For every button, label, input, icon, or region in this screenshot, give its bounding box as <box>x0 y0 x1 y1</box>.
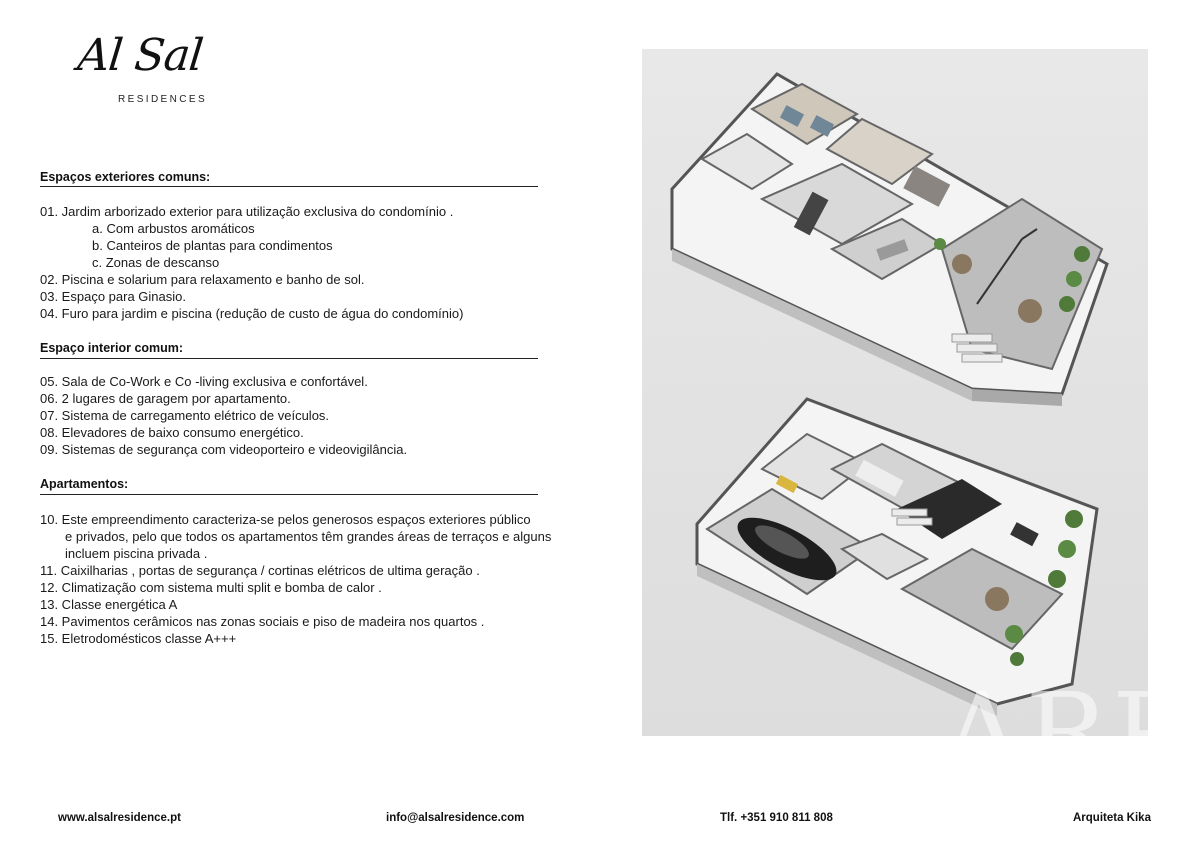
list-item: 06. 2 lugares de garagem por apartamento. <box>40 391 291 406</box>
list-item: 02. Piscina e solarium para relaxamento e banho de sol. <box>40 272 365 287</box>
footer-phone: Tlf. +351 910 811 808 <box>720 812 833 824</box>
section-divider <box>40 358 538 359</box>
list-subitem: a. Com arbustos aromáticos <box>92 221 255 236</box>
section-title-interior: Espaço interior comum: <box>40 341 184 355</box>
list-item: 04. Furo para jardim e piscina (redução de custo de água do condomínio) <box>40 306 464 321</box>
logo-subtitle: RESIDENCES <box>118 94 208 105</box>
list-item: 14. Pavimentos cerâmicos nas zonas sociais e piso de madeira nos quartos . <box>40 614 485 629</box>
list-subitem: c. Zonas de descanso <box>92 255 220 270</box>
list-item: 15. Eletrodomésticos classe A+++ <box>40 631 237 646</box>
list-item: 03. Espaço para Ginasio. <box>40 289 186 304</box>
list-item: 10. Este empreendimento caracteriza-se pelos generosos espaços exteriores público <box>40 512 531 527</box>
section-title-apartments: Apartamentos: <box>40 477 129 491</box>
list-item: 01. Jardim arborizado exterior para utilização exclusiva do condomínio . <box>40 204 454 219</box>
floor-plan-render <box>642 49 1191 797</box>
upper-floor-plan <box>672 74 1107 406</box>
logo-script: Al Sal <box>75 30 205 81</box>
list-item-continued: incluem piscina privada . <box>65 546 208 561</box>
list-item: 07. Sistema de carregamento elétrico de veículos. <box>40 408 330 423</box>
list-item-continued: e privados, pelo que todos os apartamentos têm grandes áreas de terraços e alguns <box>65 529 552 544</box>
footer-architect: Arquiteta Kika <box>1073 812 1151 824</box>
interior-list <box>40 373 407 458</box>
section-title-exterior: Espaços exteriores comuns: <box>40 170 211 184</box>
list-item: 11. Caixilharias , portas de segurança / cortinas elétricos de ultima geração . <box>40 563 480 578</box>
watermark: ARP <box>942 669 1191 797</box>
section-divider <box>40 186 538 187</box>
list-item: 05. Sala de Co-Work e Co -living exclusiva e confortável. <box>40 374 368 389</box>
floor-plan-illustration <box>642 49 1148 736</box>
list-item: 12. Climatização com sistema multi split e bomba de calor . <box>40 580 382 595</box>
list-subitem: b. Canteiros de plantas para condimentos <box>92 238 333 253</box>
section-divider <box>40 494 538 495</box>
brand-logo <box>75 30 208 110</box>
exterior-list <box>40 203 463 322</box>
list-item: 09. Sistemas de segurança com videoporteiro e videovigilância. <box>40 442 408 457</box>
list-item: 13. Classe energética A <box>40 597 178 612</box>
footer-website-link[interactable]: www.alsalresidence.pt <box>58 812 181 824</box>
footer-email-link[interactable]: info@alsalresidence.com <box>386 812 525 824</box>
list-item: 08. Elevadores de baixo consumo energético. <box>40 425 304 440</box>
apartments-list <box>40 511 551 647</box>
